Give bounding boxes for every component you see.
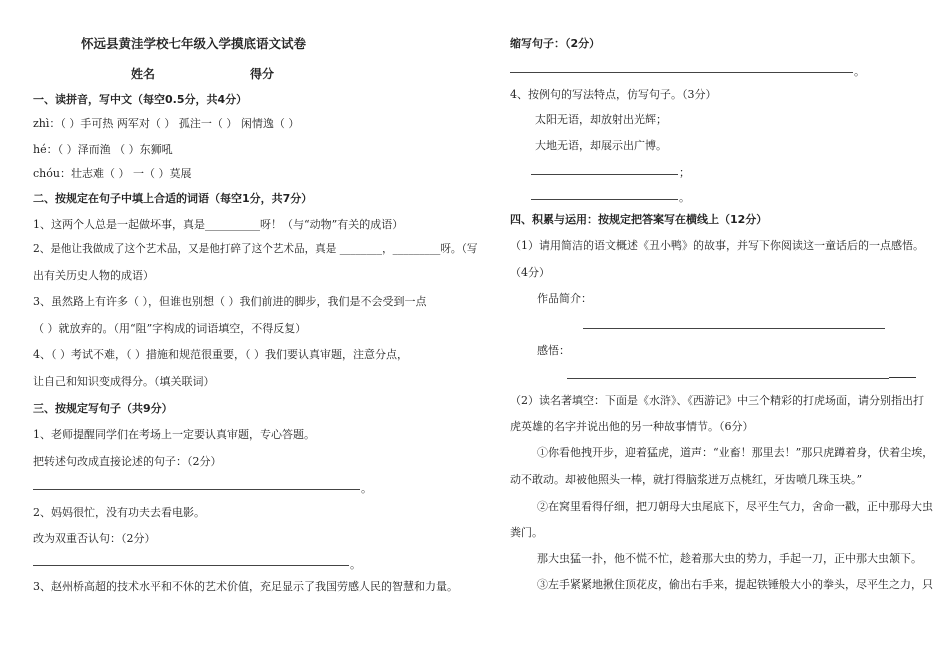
feeling-answer-line-end — [889, 377, 916, 378]
excerpt-2-cont: 粪门。 — [510, 526, 543, 539]
imitation-period: 。 — [679, 191, 690, 204]
question-4-1: （1）请用简洁的语文概述《丑小鸭》的故事，并写下你阅读这一童话后的一点感悟。 — [510, 239, 924, 252]
excerpt-2: ②在窝里看得仔细，把刀朝母大虫尾底下，尽平生气力，舍命一戳，正中那母大虫 — [537, 500, 933, 513]
imitation-line-1[interactable] — [531, 174, 678, 175]
summary-label: 作品简介： — [537, 292, 592, 305]
answer-period-3-1: 。 — [361, 482, 372, 495]
answer-period-shrink: 。 — [854, 65, 865, 78]
section-2-heading: 二、按规定在句子中填上合适的词语（每空1分，共7分） — [33, 192, 313, 205]
question-3-1: 1、老师提醒同学们在考场上一定要认真审题，专心答题。 — [33, 428, 315, 441]
question-3-1-task: 把转述句改成直接论述的句子：（2分） — [33, 455, 222, 468]
question-3-2-task: 改为双重否认句：（2分） — [33, 532, 156, 545]
excerpt-3: ③左手紧紧地揪住顶花皮，偷出右手来，提起铁锤般大小的拳头，尽平生之力，只 — [537, 578, 933, 591]
excerpt-2-cont-2: 那大虫猛一扑，他不慌不忙，趁着那大虫的势力，手起一刀，正中那大虫颔下。 — [537, 552, 922, 565]
excerpt-1: ①你看他拽开步，迎着猛虎，道声：“业畜！那里去！”那只虎蹲着身，伏着尘埃， — [537, 446, 934, 459]
section-1-heading: 一、读拼音，写中文（每空0.5分，共4分） — [33, 93, 248, 106]
pinyin-line-1: zhì：（ ）手可热 两军对（ ） 孤注一（ ） 闲情逸（ ） — [33, 117, 300, 130]
name-label: 姓名 — [131, 67, 156, 81]
question-4-2-cont: 虎英雄的名字并说出他的另一种故事情节。（6分） — [510, 420, 754, 433]
example-sentence-2: 大地无语，却展示出广博。 — [535, 139, 667, 152]
section-4-heading: 四、积累与运用：按规定把答案写在横线上（12分） — [510, 213, 768, 226]
pinyin-line-3: chóu：壮志难（ ） 一（ ）莫展 — [33, 167, 192, 180]
question-2-4: 4、（ ）考试不难，（ ）措施和规范很重要，（ ）我们要认真审题，注意分点， — [33, 348, 408, 361]
feeling-label: 感悟： — [537, 344, 570, 357]
pinyin-line-2: hé：（ ）泽而渔 （ ）东狮吼 — [33, 143, 173, 156]
question-4-1-score: （4分） — [510, 266, 550, 279]
question-2-4-cont: 让自己和知识变成得分。（填关联词） — [33, 375, 215, 388]
section-3-heading: 三、按规定写句子（共9分） — [33, 402, 173, 415]
answer-line-3-1[interactable] — [33, 489, 360, 490]
summary-answer-line[interactable] — [583, 328, 885, 329]
question-3-2: 2、妈妈很忙，没有功夫去看电影。 — [33, 506, 205, 519]
imitation-line-2[interactable] — [531, 199, 678, 200]
question-2-3: 3、虽然路上有许多（ ），但谁也别想（ ）我们前进的脚步，我们是不会受到一点 — [33, 295, 427, 308]
exam-title: 怀远县黄洼学校七年级入学摸底语文试卷 — [81, 36, 307, 51]
shrink-sentence-task: 缩写句子：（2分） — [510, 37, 601, 50]
question-4-2: （2）读名著填空：下面是《水浒》、《西游记》中三个精彩的打虎场面，请分别指出打 — [510, 394, 924, 407]
question-2-2: 2、是他让我做成了这个艺术品，又是他打碎了这个艺术品，真是 ________，_________呀。（写 — [33, 242, 478, 255]
feeling-answer-line[interactable] — [567, 378, 889, 379]
question-4: 4、按例句的写法特点，仿写句子。（3分） — [510, 88, 717, 101]
answer-line-shrink[interactable] — [510, 72, 853, 73]
question-3-3: 3、赵州桥高超的技术水平和不休的艺术价值，充足显示了我国劳感人民的智慧和力量。 — [33, 580, 458, 593]
score-label: 得分 — [250, 67, 275, 81]
question-2-3-cont: （ ）就放弃的。（用“阻”字构成的词语填空，不得反复） — [33, 322, 307, 335]
question-2-2-cont: 出有关历史人物的成语） — [33, 269, 154, 282]
excerpt-1-cont: 动不敢动。却被他照头一棒，就打得脑浆迸万点桃红，牙齿喷几珠玉块。” — [510, 473, 863, 486]
question-2-1: 1、这两个人总是一起做坏事，真是__________呀！（与“动物”有关的成语） — [33, 218, 404, 231]
example-sentence-1: 太阳无语，却放射出光辉； — [535, 113, 667, 126]
answer-period-3-2: 。 — [350, 558, 361, 571]
answer-line-3-2[interactable] — [33, 565, 349, 566]
imitation-semicolon: ； — [679, 166, 690, 179]
